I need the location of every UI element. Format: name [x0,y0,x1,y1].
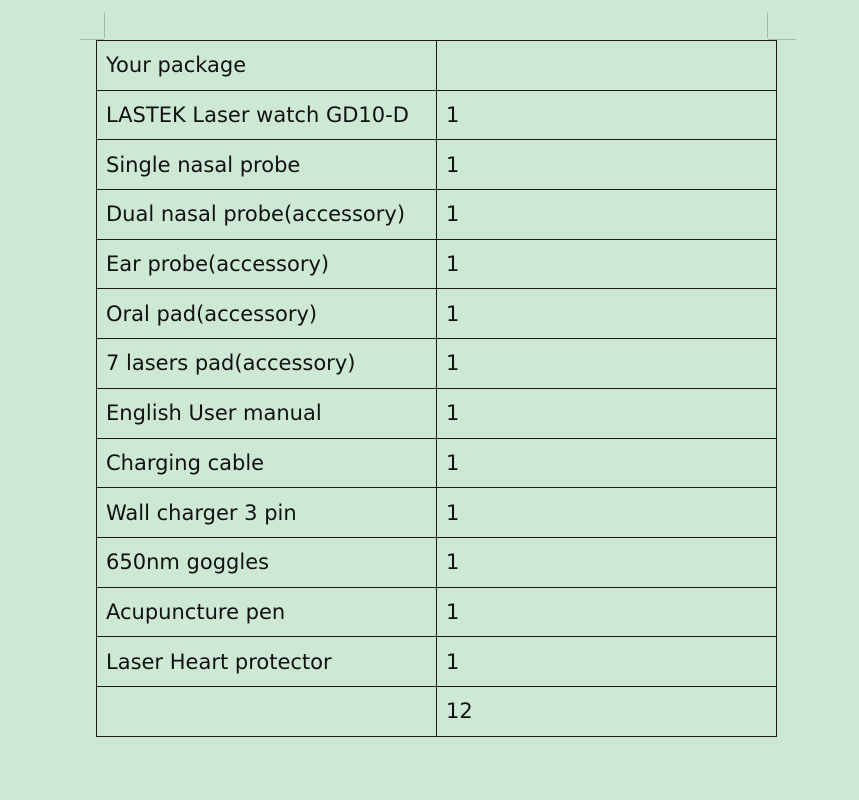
item-cell: LASTEK Laser watch GD10-D [97,90,437,140]
qty-cell: 1 [437,289,777,339]
qty-cell: 1 [437,90,777,140]
table-row [97,388,777,438]
total-label-cell [97,686,437,736]
table-row [97,289,777,339]
qty-cell: 1 [437,488,777,538]
table-row [97,438,777,488]
table-row [97,537,777,587]
qty-cell: 1 [437,190,777,240]
table-row [97,587,777,637]
table-row [97,239,777,289]
item-cell: Acupuncture pen [97,587,437,637]
table-header-row [97,41,777,91]
qty-cell: 1 [437,537,777,587]
item-cell: Charging cable [97,438,437,488]
table-row [97,339,777,389]
qty-cell: 1 [437,339,777,389]
item-cell: English User manual [97,388,437,438]
item-cell: Laser Heart protector [97,637,437,687]
page-corner-guide-top-right-vertical [767,12,768,38]
total-qty-cell: 12 [437,686,777,736]
table-row [97,140,777,190]
header-qty-cell [437,41,777,91]
item-cell: 7 lasers pad(accessory) [97,339,437,389]
qty-cell: 1 [437,438,777,488]
item-cell: Oral pad(accessory) [97,289,437,339]
item-cell: Single nasal probe [97,140,437,190]
qty-cell: 1 [437,388,777,438]
table-row [97,637,777,687]
qty-cell: 1 [437,587,777,637]
package-contents-table [96,40,777,737]
qty-cell: 1 [437,140,777,190]
item-cell: 650nm goggles [97,537,437,587]
item-cell: Wall charger 3 pin [97,488,437,538]
table-row [97,488,777,538]
page-corner-guide-top-left-vertical [104,12,105,38]
qty-cell: 1 [437,637,777,687]
item-cell: Ear probe(accessory) [97,239,437,289]
qty-cell: 1 [437,239,777,289]
table-row [97,190,777,240]
item-cell: Dual nasal probe(accessory) [97,190,437,240]
table-total-row [97,686,777,736]
table-row [97,90,777,140]
header-item-cell: Your package [97,41,437,91]
